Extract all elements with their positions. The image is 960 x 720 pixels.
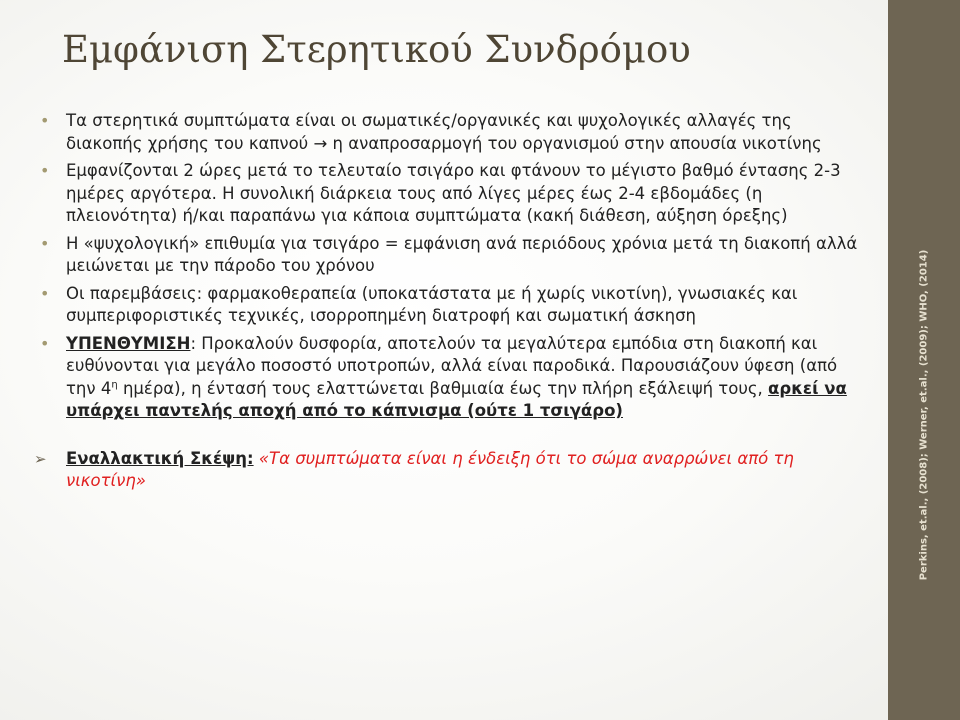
bullet-dot-icon: • <box>40 161 50 180</box>
reminder-text-continued: ημέρα), η έντασή τους ελαττώνεται βαθμιαία έως την πλήρη εξάλειψή τους, <box>117 378 769 398</box>
bullet-dot-icon: • <box>40 283 50 303</box>
reminder-label: ΥΠΕΝΘΥΜΙΣΗ <box>66 333 191 353</box>
reminder-emphasis: αρκεί να υπάρχει παντελής αποχή από το κάπνισμα (ούτε 1 τσιγάρο) <box>66 378 847 420</box>
sidebar-panel <box>888 0 960 720</box>
bullet-text: Εμφανίζονται 2 ώρες μετά το τελευταίο τσιγάρο και φτάνουν το μέγιστο βαθμό έντασης 2-3 ημέρες αργότερα. Η συνολική διάρκεια τους από λίγες μέρες έως 2-4 εβδομάδες (η πλειονότητα) ή/και παραπάνω για κάποια συμπτώματα (κακή διάθεση, αύξηση όρεξης) <box>66 161 841 225</box>
bullet-text: Οι παρεμβάσεις: φαρμακοθεραπεία (υποκατάστατα με ή χωρίς νικοτίνη), γνωσιακές και συμπεριφοριστικές τεχνικές, ισορροπημένη διατροφή και σωματική άσκηση <box>66 283 798 325</box>
bullet-dot-icon: • <box>40 333 50 353</box>
slide-title: Εμφάνιση Στερητικού Συνδρόμου <box>62 28 691 71</box>
bullet-dot-icon: • <box>40 233 50 253</box>
spacer <box>34 428 864 448</box>
bullet-definition <box>34 110 864 155</box>
slide-content <box>34 110 864 498</box>
arrow-bullet-icon: ➢ <box>34 449 47 468</box>
bullet-text: Τα στερητικά συμπτώματα είναι οι σωματικές/οργανικές και ψυχολογικές αλλαγές της διακοπής χρήσης του καπνού → η αναπροσαρμογή του οργανισμού στην απουσία νικοτίνης <box>66 111 822 153</box>
bullet-onset-duration <box>34 160 864 228</box>
reminder-superscript: η <box>111 379 118 390</box>
reminder-colon: : <box>190 333 197 353</box>
bullet-dot-icon: • <box>40 111 50 130</box>
bullet-interventions <box>34 283 864 328</box>
bullet-reminder <box>34 333 864 423</box>
bullet-text: Η «ψυχολογική» επιθυμία για τσιγάρο = εμφάνιση ανά περιόδους χρόνια μετά τη διακοπή αλλά μειώνεται με την πάροδο του χρόνου <box>66 233 858 275</box>
citation-text: Perkins, et.al., (2008); Werner, et.al., (2009); WHO, (2014) <box>918 249 930 581</box>
reminder-text: Προκαλούν δυσφορία, αποτελούν τα μεγαλύτερα εμπόδια στη διακοπή και ευθύνονται για μεγάλο ποσοστό υποτροπών, αλλά είναι παροδικά. Παρουσιάζουν ύφεση (από την 4 <box>66 333 838 398</box>
bullet-psychological-craving <box>34 233 864 278</box>
alternative-quote: «Τα συμπτώματα είναι η ένδειξη ότι το σώμα αναρρώνει από τη νικοτίνη» <box>66 448 794 490</box>
alternative-thought <box>34 448 864 493</box>
alternative-label: Εναλλακτική Σκέψη: <box>66 448 254 468</box>
